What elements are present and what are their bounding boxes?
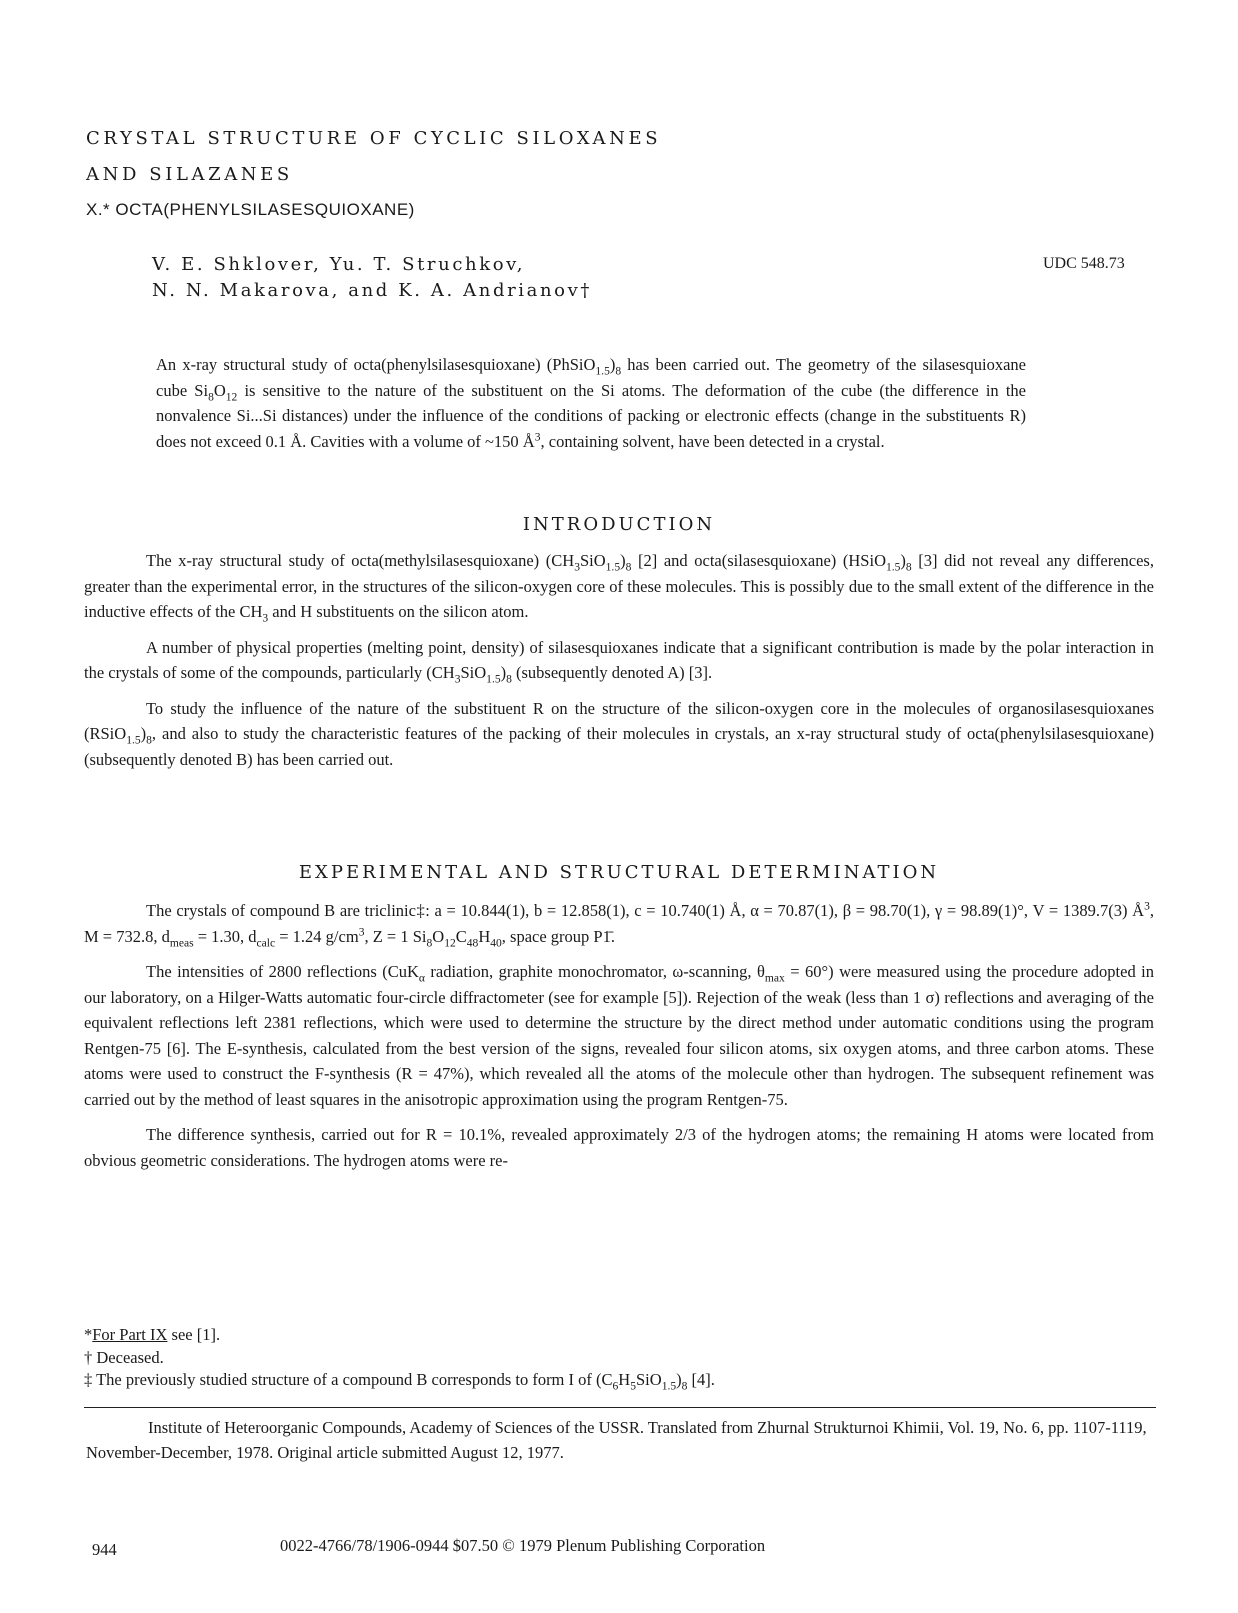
intro-paragraph-3: To study the influence of the nature of the substituent R on the structure of the silicon-oxygen core in the molecules of organosilasesquioxanes $(RSiO_{1.5})_8$, and also to study the characteristic features of the packing of their molecules in crystals, an x-ray structural study of octa(phenylsilasesquioxane) (subsequently denoted B) has been carried out. [84, 698, 1154, 769]
introduction-body [84, 548, 1154, 772]
intro-paragraph-1: The x-ray structural study of octa(methylsilasesquioxane) $(CH_3SiO_{1.5})_8$ [2] and octa(silasesquioxane) $(HSiO_{1.5})_8$ [3] did not reveal any differences, greater than the experimental error, in the structures of the silicon-oxygen core of these molecules. This is possibly due to the small extent of the difference in the inductive effects of the $CH_3$ and H substituents on the silicon atom. [84, 551, 1154, 625]
udc-code: UDC 548.73 [1043, 255, 1125, 272]
authors [152, 252, 592, 304]
experimental-body [84, 898, 1154, 1173]
section-heading-experimental: EXPERIMENTAL AND STRUCTURAL DETERMINATION [298, 862, 940, 883]
authors-line-1: V. E. Shklover, Yu. T. Struchkov, [152, 254, 526, 275]
footnote-part-ix-reference: For Part IX [92, 1325, 168, 1344]
affiliation [86, 1415, 1158, 1465]
footnote-part-ix: *For Part IX see [1]. [84, 1325, 221, 1344]
experimental-paragraph-1: The crystals of compound B are triclinic‡: a = 10.844(1), b = 12.858(1), c = 10.740(1) Å, α = 70.87(1), β = 98.70(1), γ = 98.89(1)°, V = 1389.7(3) $Å^3$, M = 732.8, $d_{meas} = 1.30$, $d_{calc} = 1.24$ $g/cm^3$, Z = 1 $Si_8O_{12}C_{48}H_{40}$, space group P1̄. [84, 900, 1154, 949]
paper-title-line-1: CRYSTAL STRUCTURE OF CYCLIC SILOXANES [86, 128, 662, 149]
footnotes [84, 1324, 1154, 1392]
paper-subtitle: X.* OCTA(PHENYLSILASESQUIOXANE) [86, 200, 415, 219]
paper-title-line-2: AND SILAZANES [86, 164, 293, 185]
affiliation-text: Institute of Heteroorganic Compounds, Academy of Sciences of the USSR. Translated from Zhurnal Strukturnoi Khimii, Vol. 19, No. 6, pp. 1107-1119, November-December, 1978. Original article submitted August 12, 1977. [86, 1418, 1147, 1462]
abstract: An x-ray structural study of octa(phenylsilasesquioxane) $(PhSiO_{1.5})_8$ has been carried out. The geometry of the silasesquioxane cube $Si_8O_{12}$ is sensitive to the nature of the substituent on the Si atoms. The deformation of the cube (the difference in the nonvalence Si...Si distances) under the influence of the conditions of packing or electronic effects (change in the substituents R) does not exceed 0.1 Å. Cavities with a volume of ~150 $Å^3$, containing solvent, have been detected in a crystal. [156, 355, 1026, 451]
section-heading-introduction: INTRODUCTION [522, 514, 716, 535]
footnote-form-i: ‡ The previously studied structure of a compound B corresponds to form I of $(C_6H_5SiO_{1.5})_8$ [4]. [84, 1370, 715, 1393]
footer-divider [84, 1407, 1156, 1408]
page-number: 944 [92, 1540, 117, 1559]
publisher-imprint: 0022-4766/78/1906-0944 $07.50 © 1979 Plenum Publishing Corporation [280, 1536, 766, 1555]
intro-paragraph-2: A number of physical properties (melting point, density) of silasesquioxanes indicate that a significant contribution is made by the polar interaction in the crystals of some of the compounds, particularly $(CH_3SiO_{1.5})_8$ (subsequently denoted A) [3]. [84, 637, 1154, 686]
authors-line-2: N. N. Makarova, and K. A. Andrianov† [152, 280, 592, 301]
footnote-deceased: † Deceased. [84, 1347, 164, 1367]
experimental-paragraph-2: The intensities of 2800 reflections (CuK$_\alpha$ radiation, graphite monochromator, ω-scanning, $\theta_{max} = 60^\circ$) were measured using the procedure adopted in our laboratory, on a Hilger-Watts automatic four-circle diffractometer (see for example [5]). Rejection of the weak (less than 1 σ) reflections and averaging of the equivalent reflections left 2381 reflections, which were used to determine the structure by the direct method under automatic conditions using the program Rentgen-75 [6]. The E-synthesis, calculated from the best version of the signs, revealed four silicon atoms, six oxygen atoms, and three carbon atoms. These atoms were used to construct the F-synthesis (R = 47%), which revealed all the atoms of the molecule other than hydrogen. The subsequent refinement was carried out by the method of least squares in the anisotropic approximation using the program Rentgen-75. [84, 962, 1154, 1109]
experimental-paragraph-3: The difference synthesis, carried out for R = 10.1%, revealed approximately 2/3 of the hydrogen atoms; the remaining H atoms were located from obvious geometric considerations. The hydrogen atoms were re- [84, 1125, 1154, 1170]
